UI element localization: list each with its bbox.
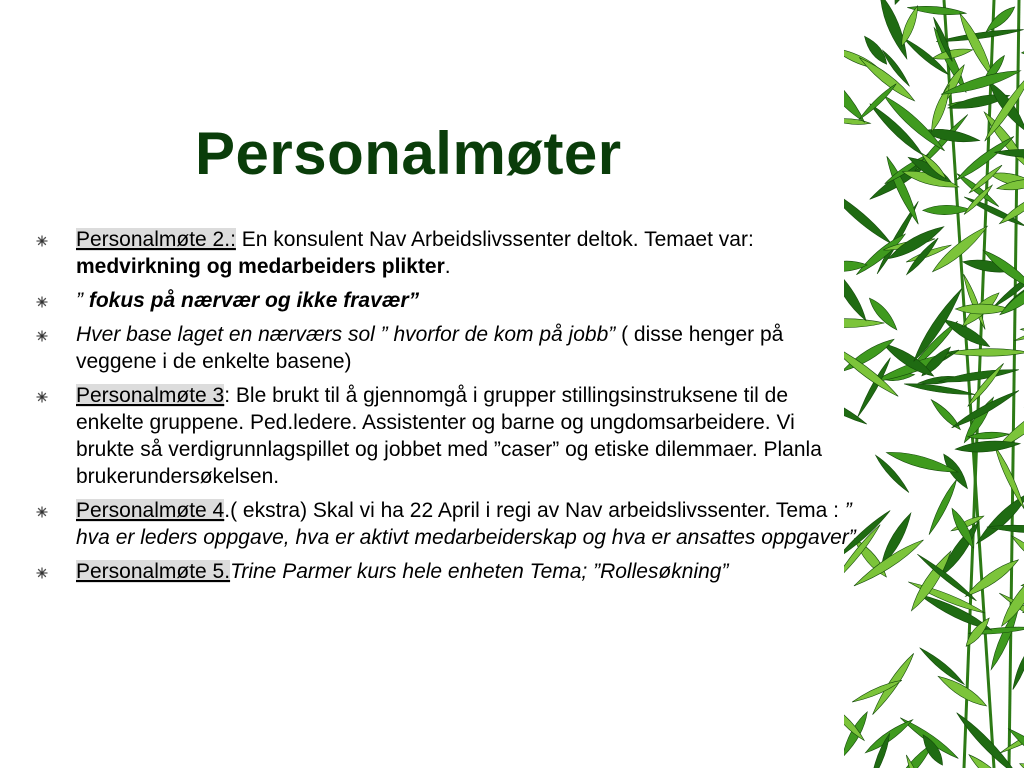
personalmote-5-link[interactable]: Personalmøte 5. (76, 560, 231, 583)
bullet-bold-italic-text: fokus på nærvær og ikke fravær” (83, 289, 420, 312)
personalmote-2-link[interactable]: Personalmøte 2.: (76, 228, 236, 251)
bullet-text: . (444, 255, 451, 278)
slide-title: Personalmøter (195, 120, 622, 187)
bullet-item (36, 558, 856, 585)
bullet-list (36, 226, 856, 592)
asterisk-bullet-icon (36, 567, 48, 579)
personalmote-4-link[interactable]: Personalmøte 4 (76, 499, 225, 522)
asterisk-bullet-icon (36, 330, 48, 342)
bullet-italic-text: Trine Parmer kurs hele enheten Tema; ”Rollesøkning” (230, 560, 729, 583)
bullet-item (36, 226, 856, 280)
personalmote-3-link[interactable]: Personalmøte 3 (76, 384, 225, 407)
bullet-item (36, 382, 856, 490)
bullet-item (36, 287, 856, 314)
bullet-italic-text: Hver base laget en nærværs sol ” hvorfor de kom på jobb” (76, 323, 616, 346)
bullet-italic-text: ” (76, 289, 83, 312)
asterisk-bullet-icon (36, 391, 48, 403)
bamboo-decoration (844, 0, 1024, 768)
bullet-text: : Ble brukt til å gjennomgå i grupper stillingsinstruksene til de enkelte gruppene. Ped.ledere. Assistenter og barne og ungdomsarbeidere. Vi brukte så verdigrunnlagspillet og jobbet med ”caser” og etiske dilemmaer. Planla brukerundersøkelsen. (76, 384, 822, 488)
asterisk-bullet-icon (36, 296, 48, 308)
bullet-text: ( disse henger på veggene i de enkelte basene) (76, 323, 784, 373)
asterisk-bullet-icon (36, 235, 48, 247)
asterisk-bullet-icon (36, 506, 48, 518)
bullet-text: .( ekstra) Skal vi ha 22 April i regi av Nav arbeidslivssenter. Tema : (224, 499, 845, 522)
bullet-item (36, 321, 856, 375)
bullet-item (36, 497, 856, 551)
bullet-italic-text: ” hva er leders oppgave, hva er aktivt medarbeiderskap og hva er ansattes oppgaver” (76, 499, 856, 549)
bullet-text: En konsulent Nav Arbeidslivssenter deltok. Temaet var: (235, 228, 754, 251)
bullet-bold-text: medvirkning og medarbeiders plikter (76, 255, 445, 278)
